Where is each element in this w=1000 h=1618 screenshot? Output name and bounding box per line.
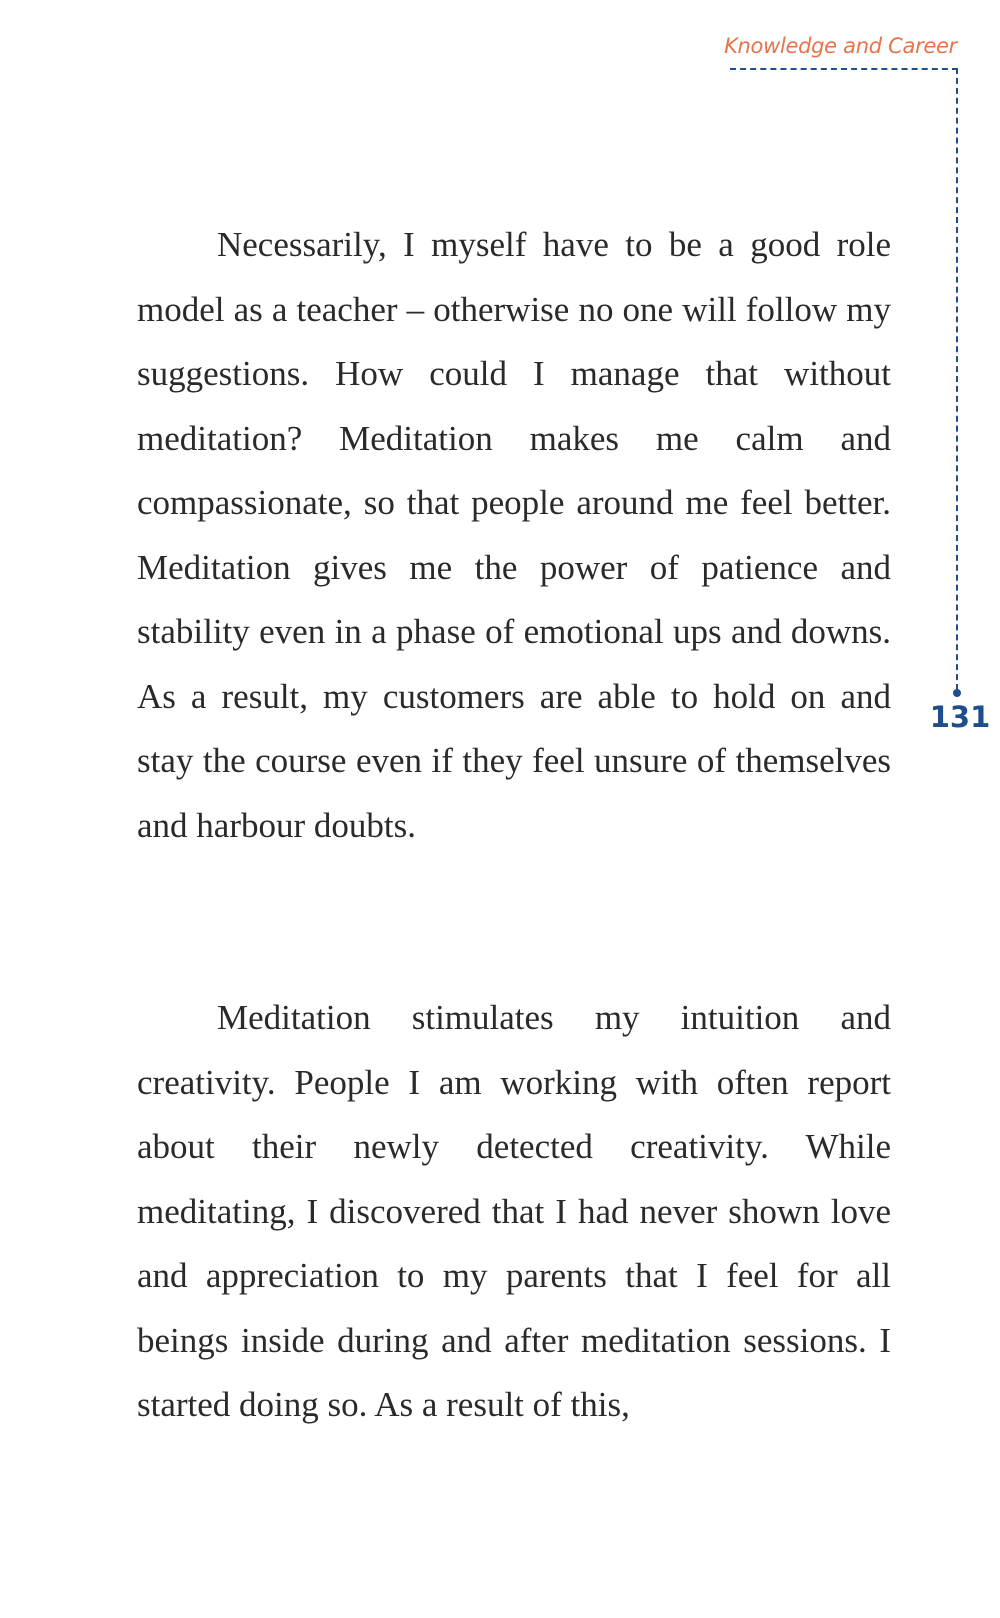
header-dashed-rule [730,68,958,70]
rule-end-dot [953,689,961,697]
margin-dashed-rule [956,68,958,690]
paragraph: Meditation stimulates my intuition and creativity. People I am working with often report about their newly detected creativity. While meditating, I discovered that I had never shown love and appreciation to my parents that I feel for all beings inside during and after meditation sessions. I started doing so. As a result of this, [137,998,891,1424]
running-head-title: Knowledge and Career [724,34,957,58]
paragraph: Necessarily, I myself have to be a good role model as a teacher – otherwise no one will follow my suggestions. How could I manage that without meditation? Meditation makes me calm and compassionate, so that people around me feel better. Meditation gives me the power of patience and stability even in a phase of emotional ups and downs. As a result, my customers are able to hold on and stay the course even if they feel unsure of themselves and harbour doubts. [137,225,891,845]
page-number: 131 [929,700,991,734]
